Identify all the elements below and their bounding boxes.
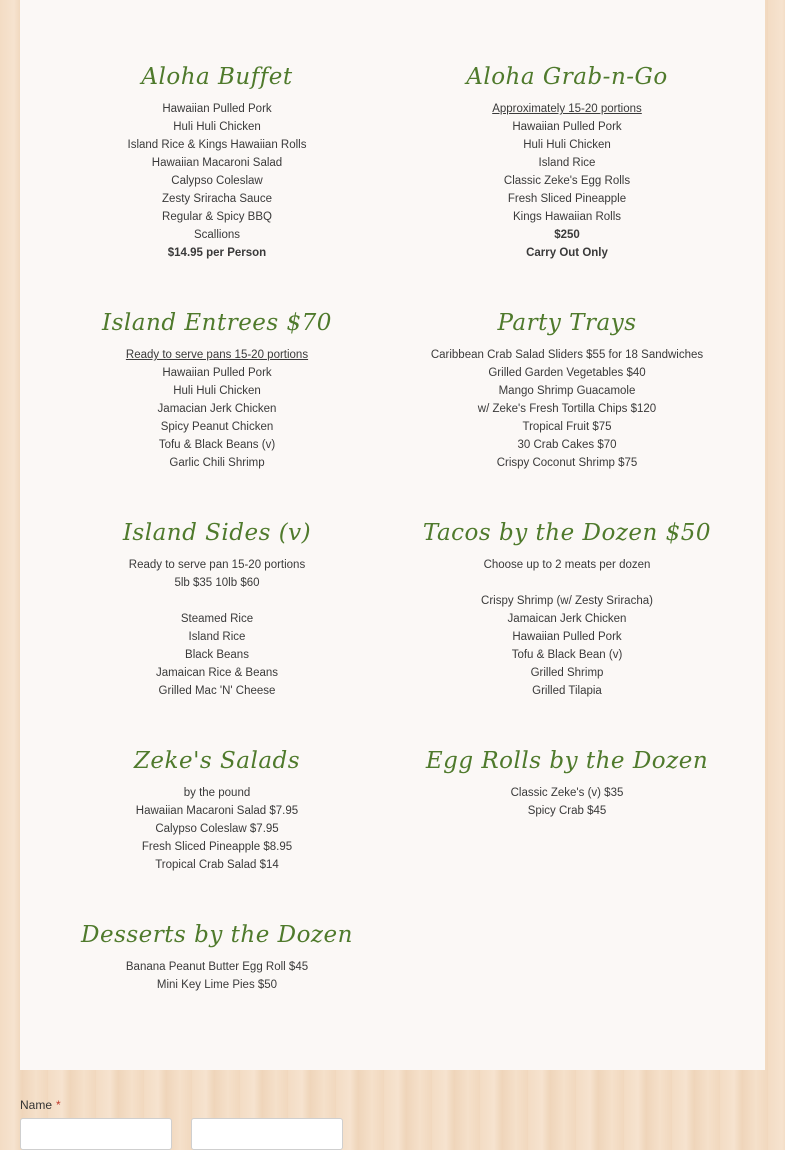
menu-item: Hawaiian Pulled Pork — [162, 103, 272, 115]
section-title: Egg Rolls by the Dozen — [425, 748, 709, 774]
menu-item: Tofu & Black Beans (v) — [158, 439, 276, 451]
required-mark: * — [56, 1098, 61, 1112]
section-egg-rolls — [417, 744, 717, 820]
menu-item: Hawaiian Pulled Pork — [512, 631, 622, 643]
menu-item: Huli Huli Chicken — [173, 385, 261, 397]
section-title: Zeke's Salads — [133, 748, 301, 774]
menu-item: Island Rice & Kings Hawaiian Rolls — [127, 139, 307, 151]
menu-item: by the pound — [183, 787, 251, 799]
menu-item: Hawaiian Macaroni Salad — [151, 157, 283, 169]
menu-item: Banana Peanut Butter Egg Roll $45 — [125, 961, 309, 973]
menu-item: 30 Crab Cakes $70 — [517, 439, 617, 451]
menu-card — [20, 0, 765, 1070]
section-island-sides — [67, 516, 367, 700]
menu-item: Jamacian Jerk Chicken — [157, 403, 277, 415]
menu-item: Grilled Tilapia — [532, 685, 602, 697]
menu-item: Tofu & Black Bean (v) — [511, 649, 623, 661]
menu-item: Regular & Spicy BBQ — [162, 211, 272, 223]
menu-item: Tropical Fruit $75 — [522, 421, 612, 433]
section-title: Desserts by the Dozen — [81, 922, 353, 948]
menu-item: Hawaiian Pulled Pork — [512, 121, 622, 133]
section-island-entrees — [67, 306, 367, 472]
menu-item: Island Rice — [188, 631, 246, 643]
last-name-input[interactable] — [191, 1118, 343, 1150]
carry-out-note: Carry Out Only — [526, 247, 608, 259]
portion-note: Ready to serve pans 15-20 portions — [125, 349, 309, 361]
menu-item: Mini Key Lime Pies $50 — [156, 979, 278, 991]
menu-item: Steamed Rice — [180, 613, 254, 625]
section-aloha-grab-n-go — [417, 60, 717, 262]
section-salads — [67, 744, 367, 874]
menu-item: Classic Zeke's (v) $35 — [510, 787, 624, 799]
first-name-input[interactable] — [20, 1118, 172, 1150]
portion-note: Ready to serve pan 15-20 portions — [128, 559, 306, 571]
menu-item: Zesty Sriracha Sauce — [162, 193, 272, 205]
menu-item: Grilled Garden Vegetables $40 — [488, 367, 646, 379]
portion-note: Approximately 15-20 portions — [492, 103, 642, 115]
menu-item: Huli Huli Chicken — [523, 139, 611, 151]
menu-item: Fresh Sliced Pineapple $8.95 — [141, 841, 293, 853]
menu-item: Hawaiian Macaroni Salad $7.95 — [135, 805, 299, 817]
menu-item: Spicy Crab $45 — [527, 805, 607, 817]
price-text: $14.95 per Person — [167, 247, 267, 259]
menu-item: Island Rice — [538, 157, 596, 169]
price-text: $250 — [554, 229, 580, 241]
section-title: Island Entrees $70 — [102, 310, 332, 336]
menu-item: Grilled Mac 'N' Cheese — [158, 685, 276, 697]
menu-item: Black Beans — [185, 649, 249, 661]
intro-note: Choose up to 2 meats per dozen — [483, 559, 651, 571]
menu-item: Grilled Shrimp — [530, 667, 604, 679]
section-title: Party Trays — [497, 310, 637, 336]
order-form — [20, 1096, 61, 1114]
section-title: Island Sides (v) — [122, 520, 312, 546]
menu-item: Scallions — [193, 229, 241, 241]
menu-item: Classic Zeke's Egg Rolls — [503, 175, 631, 187]
menu-item: Garlic Chili Shrimp — [169, 457, 265, 469]
section-aloha-buffet — [67, 60, 367, 262]
menu-item: Tropical Crab Salad $14 — [155, 859, 279, 871]
section-title: Aloha Grab-n-Go — [466, 64, 668, 90]
menu-item: Calypso Coleslaw — [171, 175, 263, 187]
menu-item: Calypso Coleslaw $7.95 — [155, 823, 279, 835]
price-note: 5lb $35 10lb $60 — [174, 577, 260, 589]
menu-item: Crispy Shrimp (w/ Zesty Sriracha) — [481, 595, 653, 607]
section-desserts — [67, 918, 367, 994]
section-title: Tacos by the Dozen $50 — [422, 520, 712, 546]
menu-item: w/ Zeke's Fresh Tortilla Chips $120 — [477, 403, 657, 415]
section-party-trays — [417, 306, 717, 472]
menu-item: Mango Shrimp Guacamole — [498, 385, 636, 397]
menu-item: Caribbean Crab Salad Sliders $55 for 18 Sandwiches — [430, 349, 704, 361]
menu-item: Spicy Peanut Chicken — [160, 421, 274, 433]
menu-item: Fresh Sliced Pineapple — [507, 193, 627, 205]
name-label: Name * — [20, 1098, 61, 1112]
menu-item: Huli Huli Chicken — [173, 121, 261, 133]
menu-item: Crispy Coconut Shrimp $75 — [496, 457, 638, 469]
menu-item: Jamaican Jerk Chicken — [507, 613, 627, 625]
section-tacos — [417, 516, 717, 700]
menu-item: Jamaican Rice & Beans — [155, 667, 279, 679]
menu-item: Kings Hawaiian Rolls — [512, 211, 622, 223]
menu-item: Hawaiian Pulled Pork — [162, 367, 272, 379]
section-title: Aloha Buffet — [141, 64, 293, 90]
